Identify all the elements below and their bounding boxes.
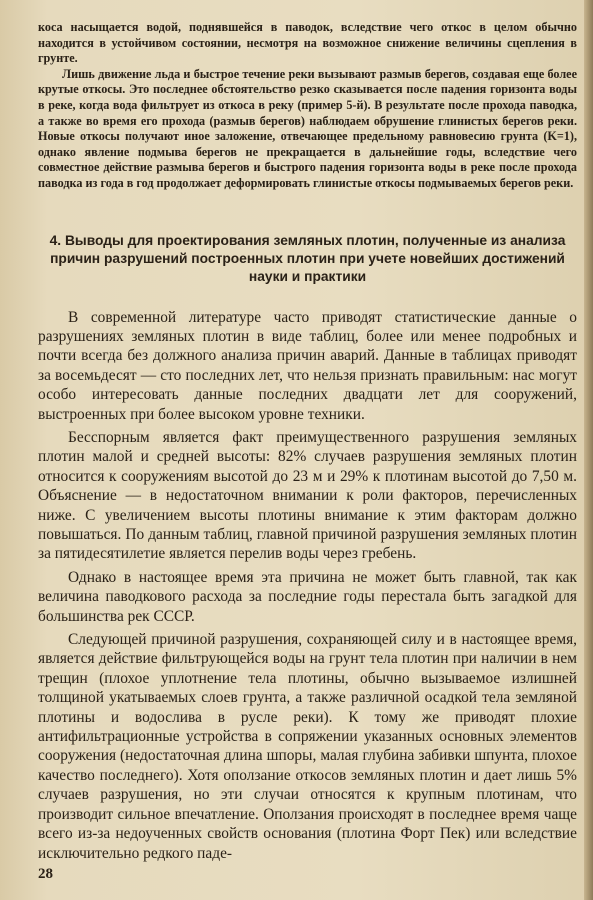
page-number: 28 [38, 866, 53, 882]
paragraph: коса насыщается водой, поднявшейся в паводок, вследствие чего откос в целом обычно находится в устойчивом состоянии, несмотря на возможное снижение величины сцепления в грунте. [38, 20, 577, 66]
top-text-block [38, 20, 577, 192]
paragraph: Лишь движение льда и быстрое течение реки вызывают размыв берегов, создавая еще более крутые откосы. Это последнее обстоятельство резко сказывается после падения горизонта воды в реке, когда вода фильтрует из откоса в реку (пример 5-й). В результате после прохода паводка, а также во время его прохода (размыв берегов) наблюдаем обрушение глинистых берегов реки. Новые откосы получают иное заложение, отвечающее предельному равновесию грунта (K=1), однако явление подмыва берегов не прекращается в дальнейшие годы, вследствие чего совместное действие размыва берегов и быстрого падения горизонта воды в реке после прохода паводка из года в год продолжает деформировать глинистые откосы подмываемых берегов реки. [38, 66, 577, 190]
main-text-block [38, 308, 577, 863]
paragraph: Бесспорным является факт преимущественного разрушения земляных плотин малой и средней высоты: 82% случаев разрушения земляных плотин относится к сооружениям высотой до 23 м и 29% к плотинам высотой до 7,50 м. Объяснение — в недостаточном внимании к роли факторов, перечисленных ниже. С увеличением высоты плотины внимание к этим факторам должно повышаться. По данным таблиц, главной причиной разрушения земляных плотин за пятидесятилетие является перелив воды через гребень. [38, 428, 577, 563]
paragraph: В современной литературе часто приводят статистические данные о разрушениях земляных плотин в виде таблиц, более или менее подробных и почти всегда без должного анализа причин аварий. Данные в таблицах приводят за восемьдесят — сто последних лет, что нельзя признать правильным: нас могут особо интересовать данные последних двадцати лет для сооружений, выстроенных при более высоком уровне техники. [38, 308, 577, 423]
section-heading: 4. Выводы для проектирования земляных плотин, полученные из анализа причин разрушений построенных плотин при учете новейших достижений науки и практики [49, 232, 566, 284]
page-edge-shadow [584, 0, 593, 900]
paragraph: Следующей причиной разрушения, сохраняющей силу и в настоящее время, является действие фильтрующейся воды на грунт тела плотин при наличии в нем трещин (плохое уплотнение тела плотины, обычно вызываемое излишней толщиной укатываемых слоев грунта, а также различной осадкой тела земляной плотины и водослива в русле реки). К тому же приводят плохие антифильтрационные устройства в сопряжении указанных основных элементов сооружения (недостаточная длина шпоры, малая глубина забивки шпунта, плохое качество последнего). Хотя оползание откосов земляных плотин и дает лишь 5% случаев разрушения, но эти случаи относятся к крупным плотинам, что производит сильное впечатление. Оползания происходят в последнее время чаще всего из-за недоученных свойств основания (плотина Форт Пек) или вследствие исключительно редкого паде- [38, 631, 577, 862]
paragraph: Однако в настоящее время эта причина не может быть главной, так как величина паводкового расхода за последние годы перестала быть загадкой для большинства рек СССР. [38, 568, 577, 625]
